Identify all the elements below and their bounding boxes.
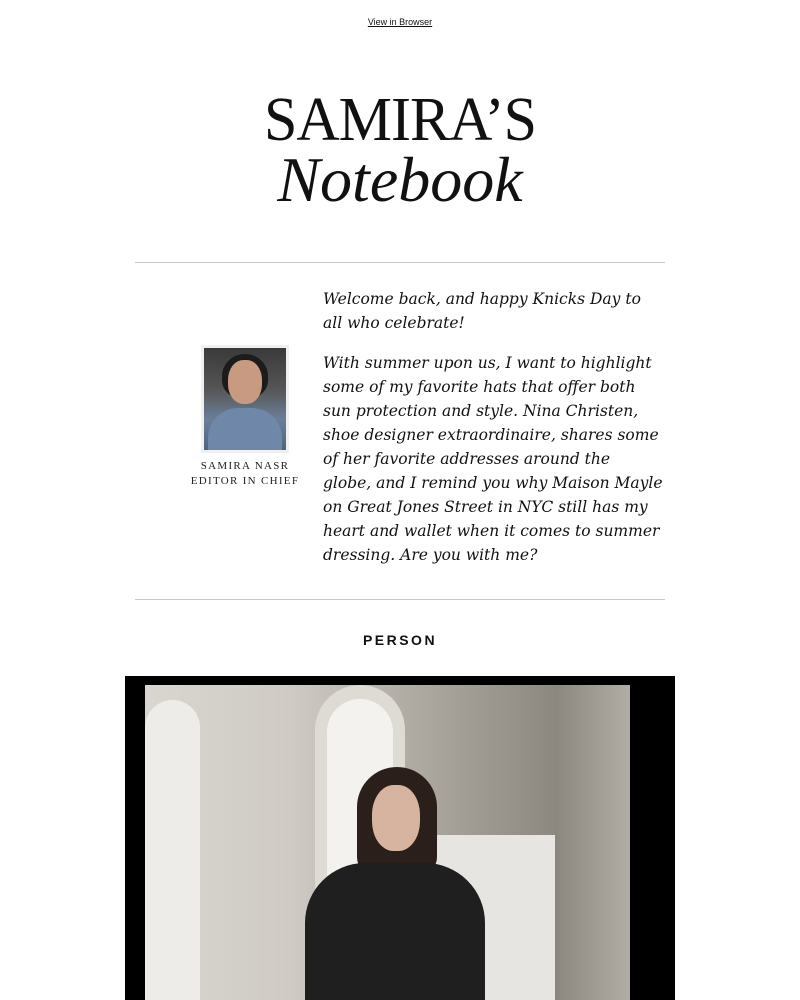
hero-photo[interactable] bbox=[145, 685, 630, 1000]
hero-image-container[interactable] bbox=[125, 676, 675, 1000]
author-photo bbox=[204, 348, 286, 450]
section-heading: PERSON bbox=[362, 632, 438, 648]
author-title: EDITOR IN CHIEF bbox=[190, 475, 300, 487]
author-name: SAMIRA NASR bbox=[200, 460, 290, 472]
intro-paragraph-1: Welcome back, and happy Knicks Day to all who celebrate! bbox=[323, 290, 641, 332]
masthead-line-2: Notebook bbox=[277, 144, 523, 215]
view-in-browser-bar bbox=[0, 17, 800, 27]
author-block bbox=[180, 345, 310, 489]
editor-letter bbox=[323, 287, 663, 583]
author-photo-frame bbox=[201, 345, 289, 453]
intro-paragraph-2: With summer upon us, I want to highlight some of my favorite hats that offer both sun protection and style. Nina Christen, shoe designer extraordinaire, shares some of her favorite addresses around the globe, and I remind you why Maison Mayle on Great Jones Street in NYC still has my heart and wallet when it comes to summer dressing. Are you with me? bbox=[323, 354, 663, 564]
masthead-logo bbox=[0, 84, 800, 215]
divider-bottom bbox=[135, 599, 665, 600]
view-in-browser-link[interactable]: View in Browser bbox=[367, 17, 433, 27]
masthead-line-1: SAMIRA’S bbox=[263, 84, 537, 154]
divider-top bbox=[135, 262, 665, 263]
